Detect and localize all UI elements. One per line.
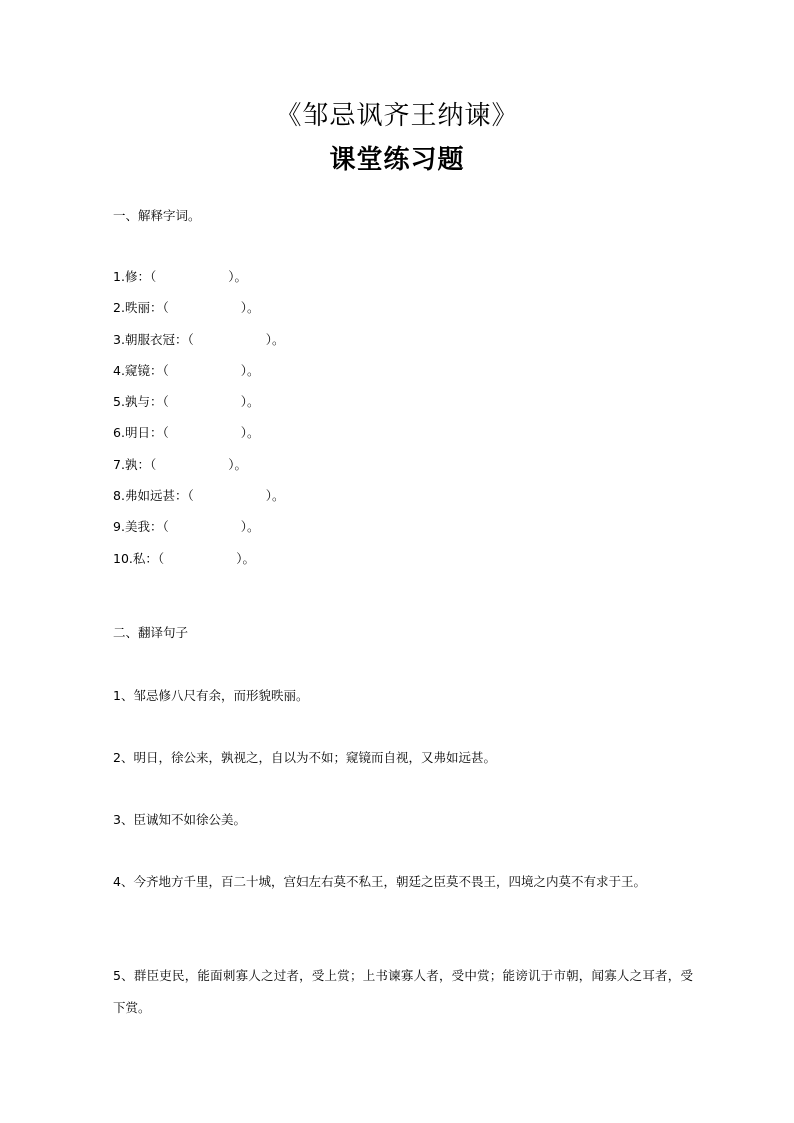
paren-open: （ [162,519,169,535]
item-number: 7. [113,456,125,472]
paren-close: ）。 [240,425,260,441]
paren-open: （ [162,300,169,316]
item-number: 1. [113,269,125,284]
paren-close: ）。 [240,394,260,410]
paren-close: ）。 [240,519,260,535]
vocab-item [113,299,285,330]
item-word: 美我 [124,519,150,535]
paren-close: ）。 [265,331,285,347]
paren-open: （ [149,456,157,472]
paren-open: （ [162,362,169,378]
item-colon: ： [137,269,150,284]
item-colon: ： [149,300,163,316]
item-number: 10. [113,550,133,566]
paren-close: ）。 [240,362,260,378]
vocab-item [113,362,285,393]
paren-open: （ [162,394,169,410]
item-number: 8. [113,488,125,504]
paren-open: （ [157,550,165,566]
vocab-list [113,268,285,581]
sentence-item: 3、臣诚知不如徐公美。 [113,812,246,827]
item-colon: ： [149,519,163,535]
item-word: 朝服衣冠 [124,331,175,347]
item-colon: ： [149,394,163,410]
item-word: 窥镜 [124,362,150,378]
paren-close: ）。 [228,456,247,472]
sentence-item: 1、邹忌修八尺有余，而形貌昳丽。 [113,688,309,703]
item-word: 明日 [124,425,150,441]
document-subtitle: 课堂练习题 [329,145,465,175]
paren-close: ）。 [236,550,255,566]
item-number: 5. [113,394,125,410]
vocab-item [113,518,285,549]
vocab-item [113,393,285,424]
paren-open: （ [187,488,194,504]
section-2-heading: 二、翻译句子 [113,625,189,640]
sentence-item: 2、明日，徐公来，孰视之，自以为不如；窥镜而自视，又弗如远甚。 [113,750,496,765]
vocab-item [113,331,285,362]
item-number: 4. [113,362,125,378]
vocab-item [113,487,285,518]
paren-open: （ [187,331,194,347]
item-colon: ： [149,425,163,441]
item-number: 2. [113,300,125,316]
paren-open: （ [149,269,157,284]
vocab-item [113,550,285,581]
item-colon: ： [174,488,188,504]
vocab-item [113,456,285,487]
item-number: 9. [113,519,125,535]
item-word: 孰与 [124,394,150,410]
sentence-item: 5、群臣吏民，能面刺寡人之过者，受上赏；上书谏寡人者，受中赏；能谤讥于市朝，闻寡人之耳者，受下赏。 [113,968,693,1015]
item-colon: ： [137,456,150,472]
item-word: 修 [124,269,138,284]
item-word: 私 [132,550,146,566]
item-colon: ： [174,331,188,347]
paren-close: ）。 [240,300,260,316]
vocab-item [113,424,285,455]
item-word: 孰 [124,456,138,472]
item-word: 昳丽 [124,300,150,316]
document-title: 《邹忌讽齐王纳谏》 [275,101,519,131]
item-colon: ： [149,362,163,378]
item-number: 6. [113,425,125,441]
item-number: 3. [113,331,125,347]
paren-close: ）。 [228,269,247,284]
paren-open: （ [162,425,169,441]
vocab-item [113,268,285,299]
section-1-heading: 一、解释字词。 [113,208,201,223]
item-colon: ： [145,550,158,566]
item-word: 弗如远甚 [124,488,175,504]
paren-close: ）。 [265,488,285,504]
sentence-item: 4、今齐地方千里，百二十城，宫妇左右莫不私王，朝廷之臣莫不畏王，四境之内莫不有求于王。 [113,874,646,889]
